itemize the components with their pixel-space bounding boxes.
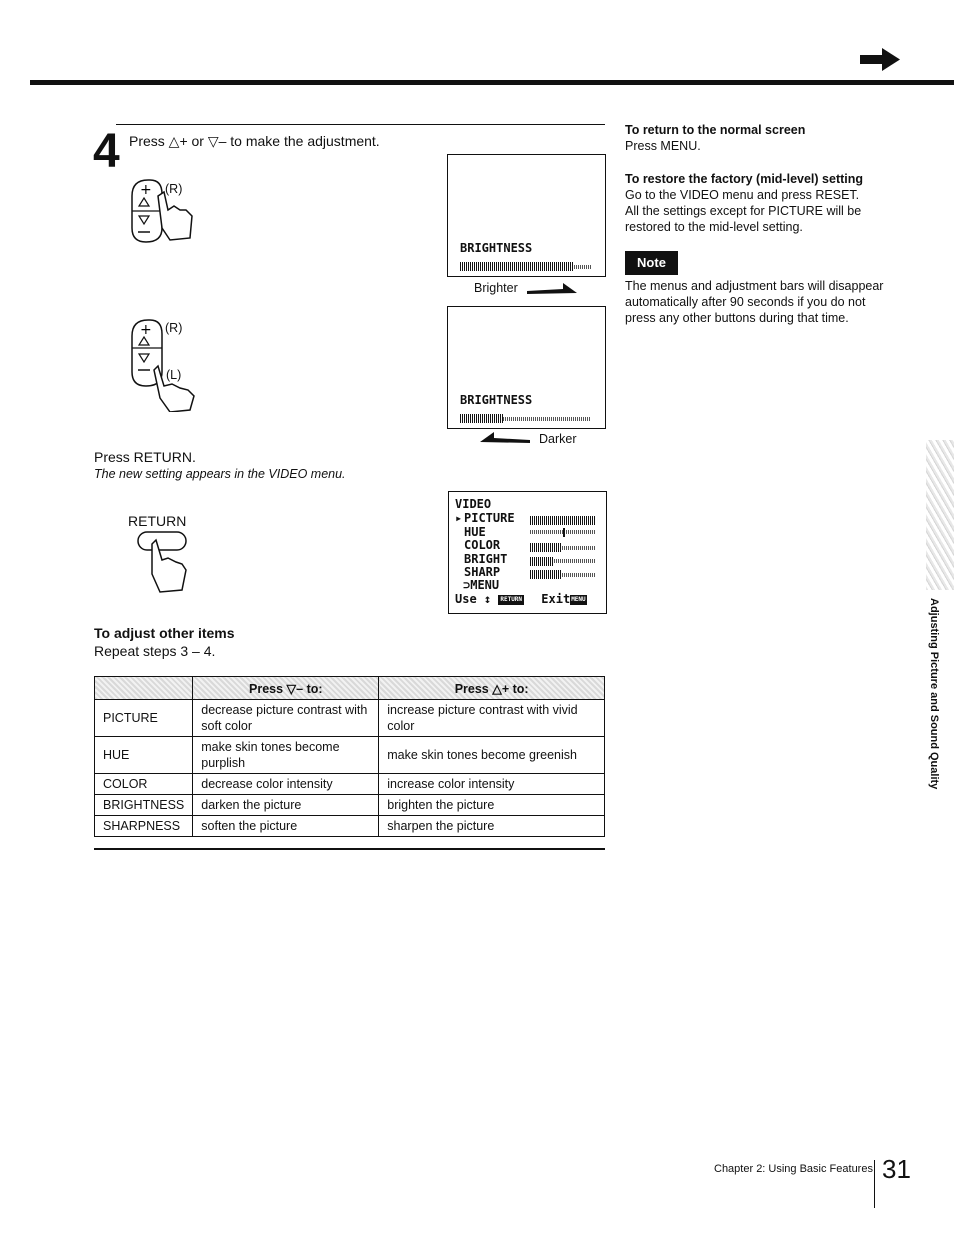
table-cell-item: PICTURE xyxy=(95,700,193,737)
remote-plus-minus-return-icon xyxy=(128,316,200,412)
darker-wedge-icon xyxy=(480,432,530,444)
darker-screen xyxy=(447,306,606,429)
svg-text:+: + xyxy=(140,322,152,338)
return-note: The new setting appears in the VIDEO menu. xyxy=(94,467,346,481)
table-row xyxy=(95,700,605,737)
brighter-screen-label: BRIGHTNESS xyxy=(460,241,533,255)
return-normal-heading: To return to the normal screen xyxy=(625,123,806,137)
video-menu-use-text: Use ↕ xyxy=(455,592,492,606)
footer-chapter: Chapter 2: Using Basic Features xyxy=(714,1163,873,1175)
return-normal-text: Press MENU. xyxy=(625,139,701,153)
restore-heading: To restore the factory (mid-level) setting xyxy=(625,172,864,186)
table-cell-item: COLOR xyxy=(95,774,193,795)
video-menu-title: VIDEO xyxy=(455,497,492,511)
table-cell-item: BRIGHTNESS xyxy=(95,795,193,816)
video-menu-item xyxy=(455,526,603,540)
restore-text: Go to the VIDEO menu and press RESET. All the settings except for PICTURE will be restored to the mid-level setting. xyxy=(625,188,862,234)
next-page-arrow-icon xyxy=(860,48,900,72)
video-menu-item-bar xyxy=(530,514,596,523)
video-menu-item-label: SHARP xyxy=(464,565,501,579)
video-menu-item-label: COLOR xyxy=(464,538,501,552)
adjust-other-text: Repeat steps 3 – 4. xyxy=(94,643,216,659)
video-menu-item-label: PICTURE xyxy=(464,511,515,525)
remote-label-r1: (R) xyxy=(165,182,183,196)
table-cell-minus: soften the picture xyxy=(193,816,379,837)
darker-screen-label: BRIGHTNESS xyxy=(460,393,533,407)
video-menu-item-label: HUE xyxy=(464,524,486,539)
table-header-row xyxy=(95,677,605,700)
video-menu-item-bar xyxy=(530,528,596,537)
page-number: 31 xyxy=(882,1154,911,1184)
video-menu-item-bar xyxy=(530,555,596,564)
note-text: The menus and adjustment bars will disappear automatically after 90 seconds if you do not press any other buttons during that time. xyxy=(625,279,884,325)
table-cell-plus: brighten the picture xyxy=(379,795,605,816)
table-row xyxy=(95,774,605,795)
brighter-screen xyxy=(447,154,606,277)
darker-level-bar xyxy=(460,410,591,419)
table-header-plus: Press △+ to: xyxy=(379,677,605,700)
video-menu-item xyxy=(455,512,603,526)
table-row xyxy=(95,737,605,774)
brighter-level-bar xyxy=(460,258,591,267)
side-tab-texture xyxy=(926,440,954,590)
svg-text:+: + xyxy=(140,182,152,198)
video-menu-items xyxy=(455,512,603,580)
table-cell-minus: make skin tones become purplish xyxy=(193,737,379,774)
press-return-text: Press RETURN. xyxy=(94,449,196,465)
video-menu-item-label: BRIGHT xyxy=(464,551,508,566)
adjustment-table xyxy=(94,676,605,837)
step-instruction: Press △+ or ▽– to make the adjustment. xyxy=(129,133,380,149)
table-cell-item: HUE xyxy=(95,737,193,774)
menu-marker-icon: ▸ xyxy=(455,511,463,525)
video-menu-item xyxy=(455,553,603,567)
return-button-hand-icon xyxy=(134,530,194,594)
table-cell-plus: increase color intensity xyxy=(379,774,605,795)
table-cell-plus: sharpen the picture xyxy=(379,816,605,837)
table-header-minus: Press ▽– to: xyxy=(193,677,379,700)
remote-label-r2: (R) xyxy=(165,321,183,335)
note-badge: Note xyxy=(625,251,678,275)
section-rule-bottom xyxy=(94,848,605,850)
video-menu-item-bar xyxy=(530,568,596,577)
section-rule-top xyxy=(116,124,605,125)
table-cell-item: SHARPNESS xyxy=(95,816,193,837)
footer-divider xyxy=(874,1160,875,1208)
brighter-caption: Brighter xyxy=(474,281,518,295)
video-menu-item xyxy=(455,539,603,553)
adjust-other-heading: To adjust other items xyxy=(94,625,235,641)
video-menu-screen xyxy=(448,491,607,614)
side-tab-text: Adjusting Picture and Sound Quality xyxy=(928,598,940,790)
header-rule xyxy=(30,80,954,85)
video-menu-exit-text: Exit xyxy=(541,592,571,606)
darker-caption: Darker xyxy=(539,432,577,446)
table-cell-minus: decrease color intensity xyxy=(193,774,379,795)
video-menu-menu-item: ⊃MENU xyxy=(463,578,500,592)
step-number: 4 xyxy=(93,125,120,178)
table-cell-minus: decrease picture contrast with soft color xyxy=(193,700,379,737)
video-menu-item-bar xyxy=(530,541,596,550)
return-badge-icon: RETURN xyxy=(500,595,523,603)
table-cell-plus: make skin tones become greenish xyxy=(379,737,605,774)
table-row xyxy=(95,816,605,837)
menu-badge-icon: MENU xyxy=(571,595,586,603)
remote-label-l: (L) xyxy=(166,368,182,382)
video-menu-footer xyxy=(455,593,603,607)
table-cell-plus: increase picture contrast with vivid color xyxy=(379,700,605,737)
brighter-wedge-icon xyxy=(527,283,577,295)
return-button-label: RETURN xyxy=(128,513,187,529)
table-row xyxy=(95,795,605,816)
remote-plus-minus-icon xyxy=(128,176,200,248)
table-header-item xyxy=(95,677,193,700)
table-cell-minus: darken the picture xyxy=(193,795,379,816)
